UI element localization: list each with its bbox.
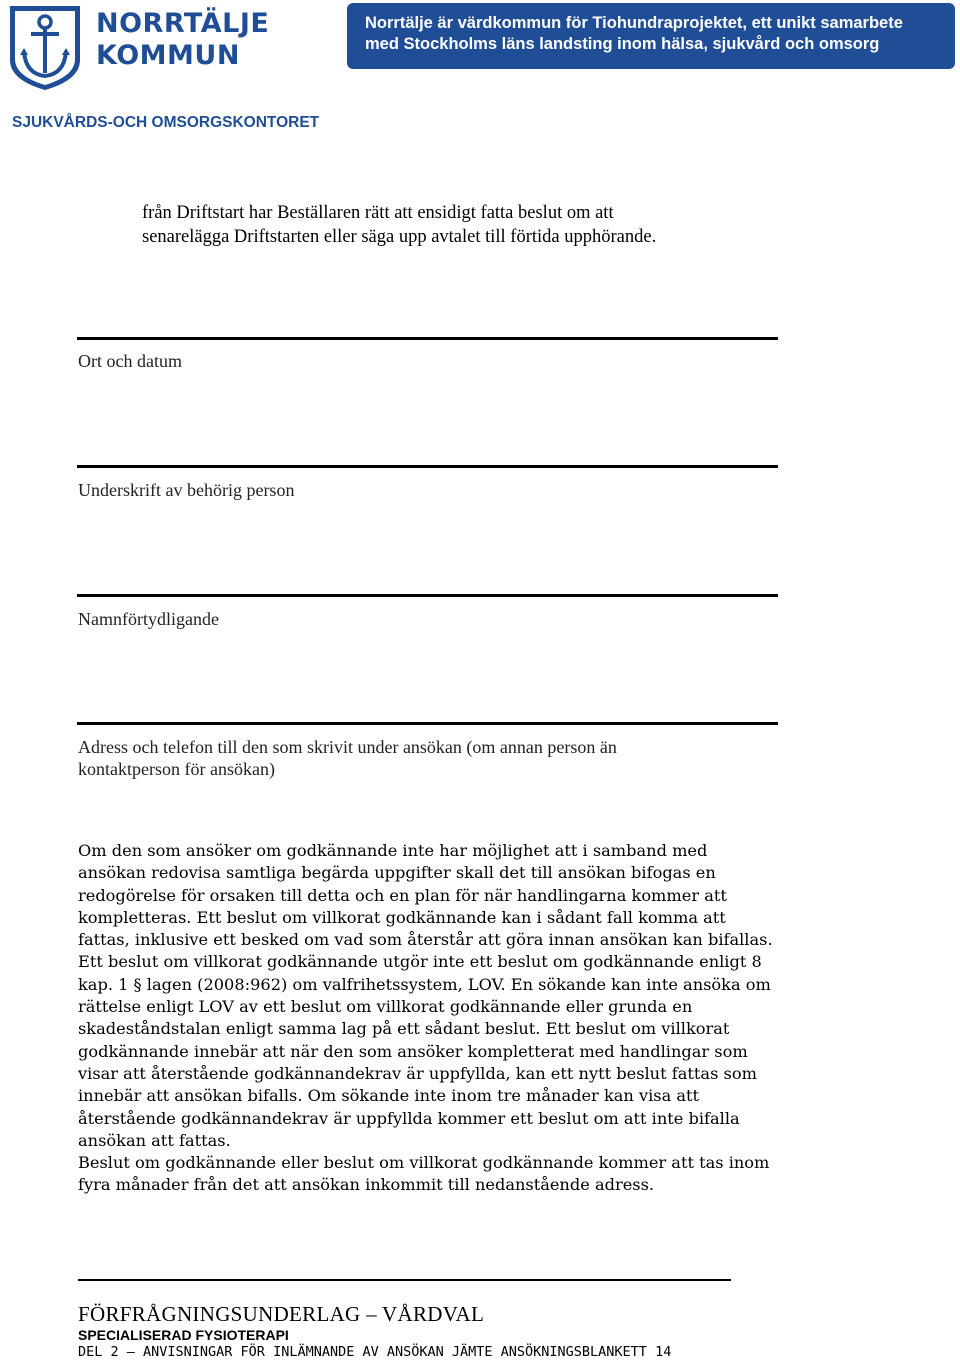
- anchor-shield-icon: [4, 2, 86, 92]
- intro-line-2: senarelägga Driftstarten eller säga upp avtalet till förtida upphörande.: [142, 227, 657, 247]
- signature-line-address-phone: [77, 722, 778, 725]
- norrtalje-logo: [4, 2, 270, 92]
- label-address-phone: [78, 736, 617, 780]
- label-signature: Underskrift av behörig person: [78, 480, 295, 500]
- logo-text-top: NORRTÄLJE: [96, 8, 270, 39]
- signature-line-place-date: [77, 337, 778, 340]
- footer-title: FÖRFRÅGNINGSUNDERLAG – VÅRDVAL: [78, 1302, 485, 1326]
- signature-line-name-clarification: [77, 594, 778, 597]
- conditional-approval-text: [78, 840, 778, 1197]
- logo-text-bottom: KOMMUN: [96, 40, 240, 71]
- signature-line-signature: [77, 465, 778, 468]
- banner-line-2: med Stockholms läns landsting inom hälsa, sjukvård och omsorg: [365, 35, 880, 53]
- office-name: SJUKVÅRDS-OCH OMSORGSKONTORET: [12, 114, 320, 131]
- label-place-date: Ort och datum: [78, 351, 182, 371]
- footer-subtitle: SPECIALISERAD FYSIOTERAPI: [78, 1327, 289, 1343]
- intro-line-1: från Driftstart har Beställaren rätt att ensidigt fatta beslut om att: [142, 203, 614, 223]
- footer-divider: [78, 1279, 731, 1281]
- label-address-phone-line-1: Adress och telefon till den som skrivit under ansökan (om annan person än: [78, 737, 617, 757]
- intro-paragraph: [142, 201, 782, 249]
- header-banner: [347, 3, 955, 69]
- label-name-clarification: Namnförtydligande: [78, 609, 219, 629]
- body-paragraph-1: Om den som ansöker om godkännande inte har möjlighet att i samband med ansökan redovisa samtliga begärda uppgifter skall det till ansökan bifogas en redogörelse för orsaken till detta och en plan för när handlingarna kommer att kompletteras. Ett beslut om villkorat godkännande kan i sådant fall komma att fattas, inklusive ett besked om vad som återstår att göra innan ansökan kan bifallas. Ett beslut om villkorat godkännande utgör inte ett beslut om godkännande enligt 8 kap. 1 § lagen (2008:962) om valfrihetssystem, LOV. En sökande kan inte ansöka om rättelse enligt LOV av ett beslut om villkorat godkännande eller grunda en skadeståndstalan enligt samma lag på ett sådant beslut. Ett beslut om villkorat godkännande innebär att när den som ansöker kompletterat med handlingar som visar att återstående godkännandekrav är uppfyllda, kan ett nytt beslut fattas som innebär att ansökan bifalls. Om sökande inte inom tre månader kan visa att återstående godkännandekrav är uppfyllda kommer ett beslut om att inte bifalla ansökan att fattas.: [78, 841, 773, 1150]
- body-paragraph-2: Beslut om godkännande eller beslut om villkorat godkännande kommer att tas inom fyra månader från det att ansökan inkommit till nedanstående adress.: [78, 1153, 770, 1195]
- label-address-phone-line-2: kontaktperson för ansökan): [78, 759, 275, 779]
- footer-section: DEL 2 – ANVISNINGAR FÖR INLÄMNANDE AV ANSÖKAN JÄMTE ANSÖKNINGSBLANKETT 14: [78, 1344, 672, 1360]
- banner-line-1: Norrtälje är värdkommun för Tiohundraprojektet, ett unikt samarbete: [365, 14, 903, 32]
